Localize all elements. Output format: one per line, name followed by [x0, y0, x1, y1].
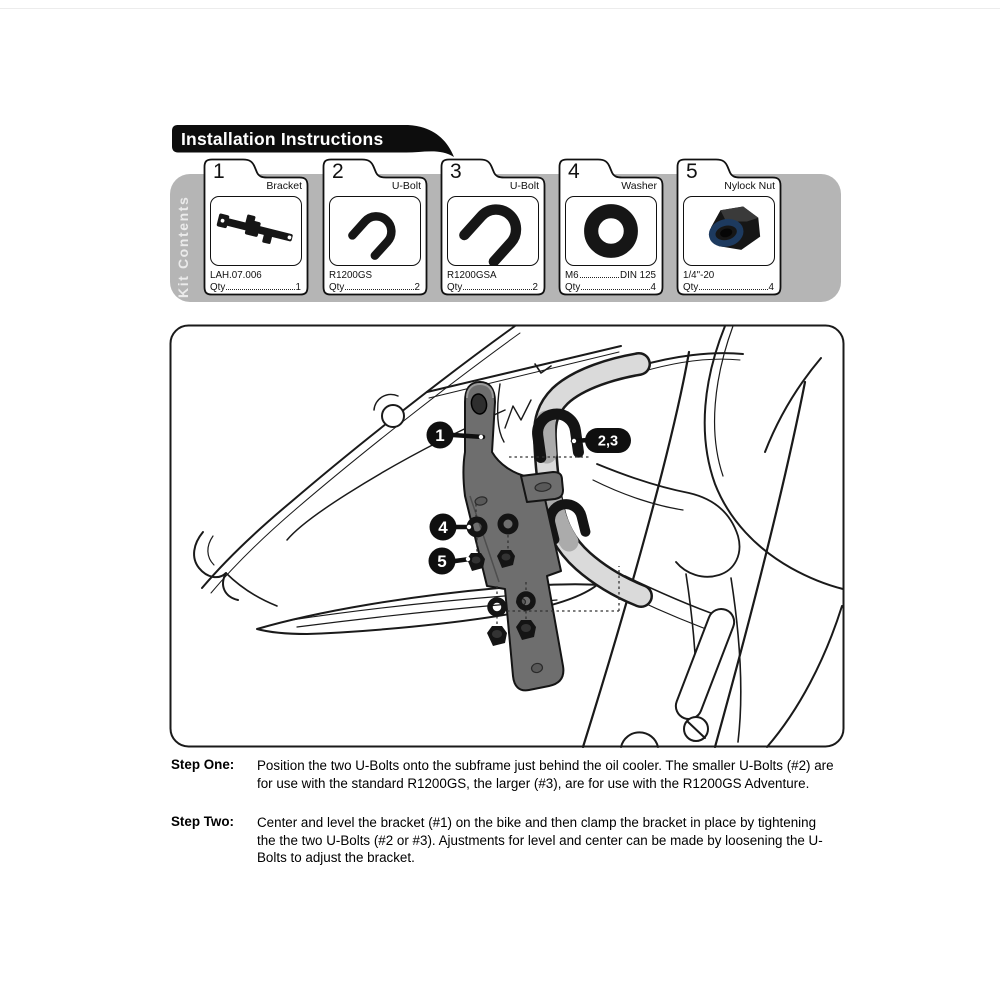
card-number: 3	[450, 160, 462, 183]
qty-value: 4	[768, 282, 774, 293]
kit-card-bracket	[203, 158, 309, 296]
card-part-code	[447, 270, 538, 281]
step-two-text: Center and level the bracket (#1) on the bike and then clamp the bracket in place by tightening the the two U-Bolts (#2 or #3). Ajustments for level and center can be made by loosening the U-Bolts to adjust the bracket.	[257, 815, 823, 866]
page-edge	[0, 8, 1000, 9]
dotted-leader	[226, 289, 294, 290]
qty-label: Qty	[447, 282, 463, 293]
qty-label: Qty	[565, 282, 581, 293]
card-number: 1	[213, 160, 225, 183]
nylock-nut-icon	[684, 197, 774, 265]
qty-value: 4	[650, 282, 656, 293]
card-part-name: Bracket	[266, 180, 302, 192]
kit-card-washer	[558, 158, 664, 296]
kit-card-ubolt-large	[440, 158, 546, 296]
kit-card-ubolt-small	[322, 158, 428, 296]
tube-sleeve-upper	[546, 420, 547, 454]
dotted-leader	[463, 289, 531, 290]
card-part-code	[210, 270, 301, 281]
part-code-text: R1200GSA	[447, 270, 497, 281]
part-code-text: R1200GS	[329, 270, 373, 281]
card-qty-row	[447, 282, 538, 293]
part-code-text: 1/4"-20	[683, 270, 715, 281]
step-one-text: Position the two U-Bolts onto the subframe just behind the oil cooler. The smaller U-Bolts (#2) are for use with the standard R1200GS, the larger (#3), are for use with the R1200GS Adventure.	[257, 758, 834, 791]
callout-4-label: 4	[438, 518, 448, 537]
page-title: Installation Instructions	[181, 129, 384, 149]
dotted-leader	[581, 289, 649, 290]
installation-diagram	[169, 324, 845, 748]
card-part-image	[565, 196, 657, 266]
card-part-name: U-Bolt	[509, 180, 539, 192]
part-code-text: LAH.07.006	[210, 270, 262, 281]
washer-icon	[566, 197, 656, 265]
kit-card-nylock-nut	[676, 158, 782, 296]
card-qty-row	[329, 282, 420, 293]
qty-label: Qty	[683, 282, 699, 293]
qty-value: 2	[532, 282, 538, 293]
card-part-code	[565, 270, 656, 281]
card-number: 5	[686, 160, 698, 183]
qty-label: Qty	[210, 282, 226, 293]
step-one-label: Step One:	[171, 757, 235, 772]
bracket-icon	[211, 197, 301, 265]
card-part-name: U-Bolt	[391, 180, 421, 192]
part-code-text: M6	[565, 270, 579, 281]
step-two-label: Step Two:	[171, 814, 234, 829]
card-part-image	[329, 196, 421, 266]
card-part-code	[683, 270, 774, 281]
fastener-hole	[382, 405, 404, 427]
card-part-code	[329, 270, 420, 281]
card-part-image	[210, 196, 302, 266]
card-qty-row	[683, 282, 774, 293]
card-number: 4	[568, 160, 580, 183]
card-qty-row	[210, 282, 301, 293]
card-part-image	[447, 196, 539, 266]
callout-5-label: 5	[437, 552, 447, 571]
dotted-leader	[345, 289, 413, 290]
dotted-leader	[580, 277, 619, 278]
dotted-leader	[699, 289, 767, 290]
kit-contents-sidebar-label: Kit Contents	[175, 195, 191, 298]
card-number: 2	[332, 160, 344, 183]
callout-2-3-label: 2,3	[597, 433, 619, 450]
qty-label: Qty	[329, 282, 345, 293]
card-part-image	[683, 196, 775, 266]
qty-value: 2	[414, 282, 420, 293]
qty-value: 1	[295, 282, 301, 293]
u-bolt-small-icon	[330, 197, 420, 265]
card-part-name: Washer	[621, 180, 657, 192]
u-bolt-large-icon	[448, 197, 538, 265]
card-qty-row	[565, 282, 656, 293]
card-part-name: Nylock Nut	[724, 180, 775, 192]
part-standard-text: DIN 125	[620, 270, 656, 281]
callout-1-label: 1	[435, 426, 445, 445]
